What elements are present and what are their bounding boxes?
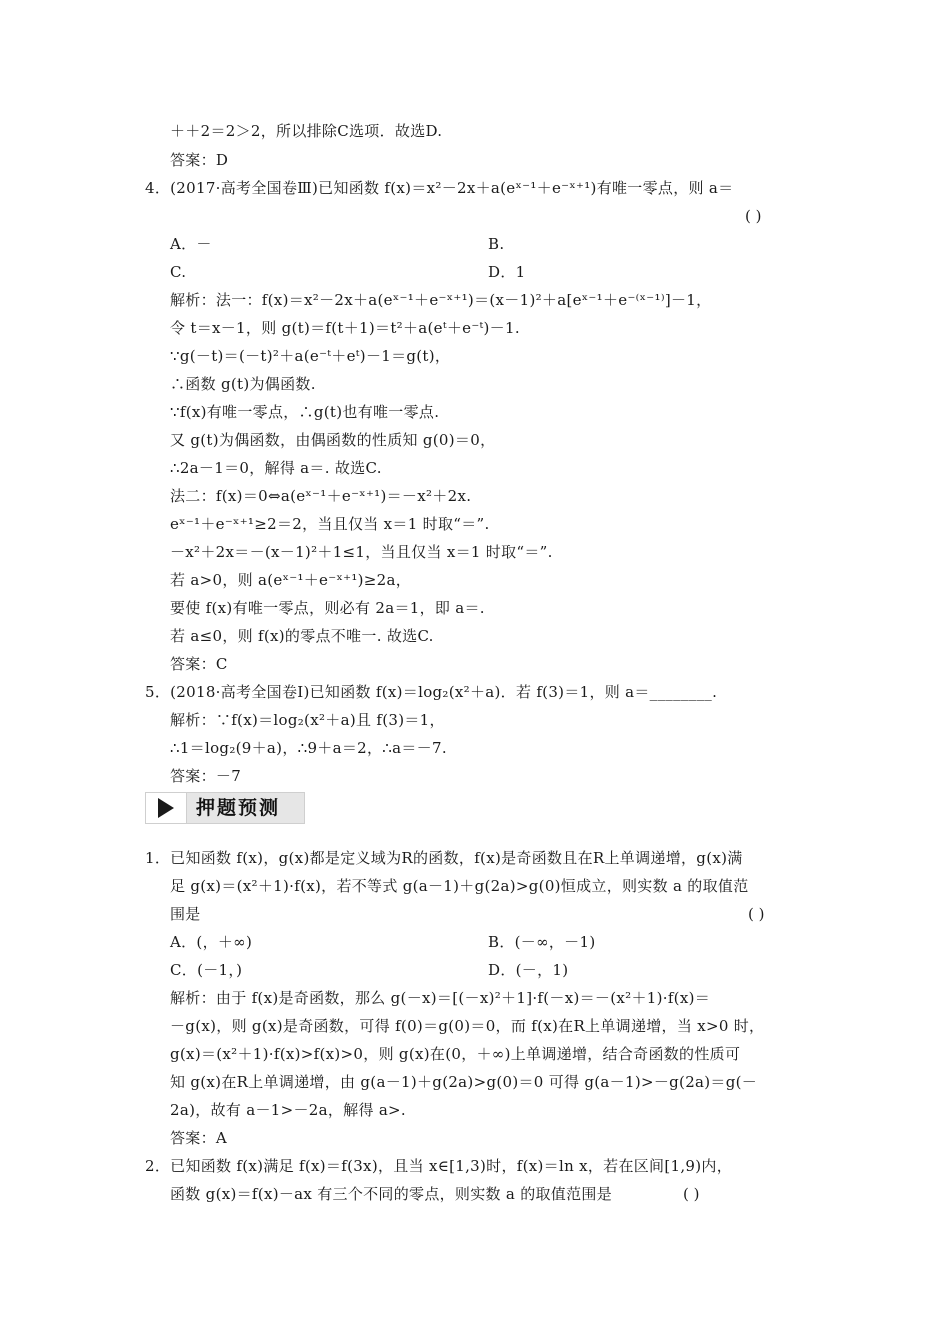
answer-blank-parens: ( )	[683, 1185, 700, 1203]
text-line: C.	[170, 263, 187, 281]
text-line: 函数 g(x)＝f(x)－ax 有三个不同的零点，则实数 a 的取值范围是	[170, 1185, 613, 1203]
text-line: ∴2a－1＝0，解得 a＝. 故选C.	[170, 459, 382, 477]
text-line: ∴1＝log₂(9＋a)，∴9＋a＝2，∴a＝－7.	[170, 739, 447, 757]
text-line: eˣ⁻¹＋e⁻ˣ⁺¹≥2＝2，当且仅当 x＝1 时取“＝”.	[170, 515, 490, 533]
text-line: 答案：D	[170, 151, 229, 169]
text-line: 答案：－7	[170, 767, 242, 785]
text-line: 解析：法一：f(x)＝x²－2x＋a(eˣ⁻¹＋e⁻ˣ⁺¹)＝(x－1)²＋a[eˣ⁻¹＋e⁻⁽ˣ⁻¹⁾]－1，	[170, 291, 712, 309]
text-line: 若 a>0，则 a(eˣ⁻¹＋e⁻ˣ⁺¹)≥2a，	[170, 571, 412, 589]
text-line: 4．(2017·高考全国卷Ⅲ)已知函数 f(x)＝x²－2x＋a(eˣ⁻¹＋e⁻ˣ⁺¹)有唯一零点，则 a＝	[145, 179, 734, 197]
section-banner	[145, 792, 305, 824]
text-line: ∵f(x)有唯一零点，∴g(t)也有唯一零点.	[170, 403, 440, 421]
text-line: 2a)，故有 a－1>－2a，解得 a>.	[170, 1101, 406, 1119]
text-line: ＋＋2＝2＞2，所以排除C选项．故选D.	[170, 122, 443, 140]
text-line: 2．已知函数 f(x)满足 f(x)＝f(3x)，且当 x∈[1,3)时，f(x)＝ln x，若在区间[1,9)内，	[145, 1157, 733, 1175]
text-line: 答案：C	[170, 655, 228, 673]
text-line: 1．已知函数 f(x)，g(x)都是定义域为R的函数，f(x)是奇函数且在R上单调递增，g(x)满	[145, 849, 743, 867]
text-line: 要使 f(x)有唯一零点，则必有 2a＝1，即 a＝.	[170, 599, 485, 617]
text-line: A．(，＋∞)	[170, 933, 253, 951]
text-line: ∴函数 g(t)为偶函数.	[170, 375, 316, 393]
text-line: 答案：A	[170, 1129, 228, 1147]
text-line: B.	[488, 235, 505, 253]
text-line: B．(－∞，－1)	[488, 933, 596, 951]
text-line: －x²＋2x＝－(x－1)²＋1≤1，当且仅当 x＝1 时取“＝”.	[170, 543, 553, 561]
answer-blank-parens: ( )	[748, 905, 765, 923]
text-line: 又 g(t)为偶函数，由偶函数的性质知 g(0)＝0，	[170, 431, 496, 449]
text-line: D．(－，1)	[488, 961, 569, 979]
text-line: A．－	[170, 235, 212, 253]
text-line: 解析：由于 f(x)是奇函数，那么 g(－x)＝[(－x)²＋1]·f(－x)＝－(x²＋1)·f(x)＝	[170, 989, 711, 1007]
text-line: C．(－1，)	[170, 961, 243, 979]
text-line: －g(x)，则 g(x)是奇函数，可得 f(0)＝g(0)＝0，而 f(x)在R上单调递增，当 x>0 时，	[170, 1017, 765, 1035]
text-line: ∵g(－t)＝(－t)²＋a(e⁻ᵗ＋eᵗ)－1＝g(t)，	[170, 347, 451, 365]
answer-blank-parens: ( )	[745, 207, 762, 225]
text-line: 令 t＝x－1，则 g(t)＝f(t＋1)＝t²＋a(eᵗ＋e⁻ᵗ)－1.	[170, 319, 520, 337]
section-title: 押题预测	[196, 797, 281, 819]
text-line: g(x)＝(x²＋1)·f(x)>f(x)>0，则 g(x)在(0，＋∞)上单调递增，结合奇函数的性质可	[170, 1045, 741, 1063]
text-line: 围是	[170, 905, 201, 923]
text-line: 解析：∵f(x)＝log₂(x²＋a)且 f(3)＝1，	[170, 711, 445, 729]
text-line: 5．(2018·高考全国卷Ⅰ)已知函数 f(x)＝log₂(x²＋a)．若 f(3)＝1，则 a＝________.	[145, 683, 718, 701]
banner-icon-box	[146, 793, 187, 823]
text-line: 法二：f(x)＝0⇔a(eˣ⁻¹＋e⁻ˣ⁺¹)＝－x²＋2x.	[170, 487, 472, 505]
text-line: 足 g(x)＝(x²＋1)·f(x)，若不等式 g(a－1)＋g(2a)>g(0)恒成立，则实数 a 的取值范	[170, 877, 749, 895]
text-line: D．1	[488, 263, 526, 281]
text-line: 知 g(x)在R上单调递增，由 g(a－1)＋g(2a)>g(0)＝0 可得 g(a－1)>－g(2a)＝g(－	[170, 1073, 758, 1091]
text-line: 若 a≤0，则 f(x)的零点不唯一. 故选C.	[170, 627, 434, 645]
play-arrow-icon	[158, 798, 174, 818]
